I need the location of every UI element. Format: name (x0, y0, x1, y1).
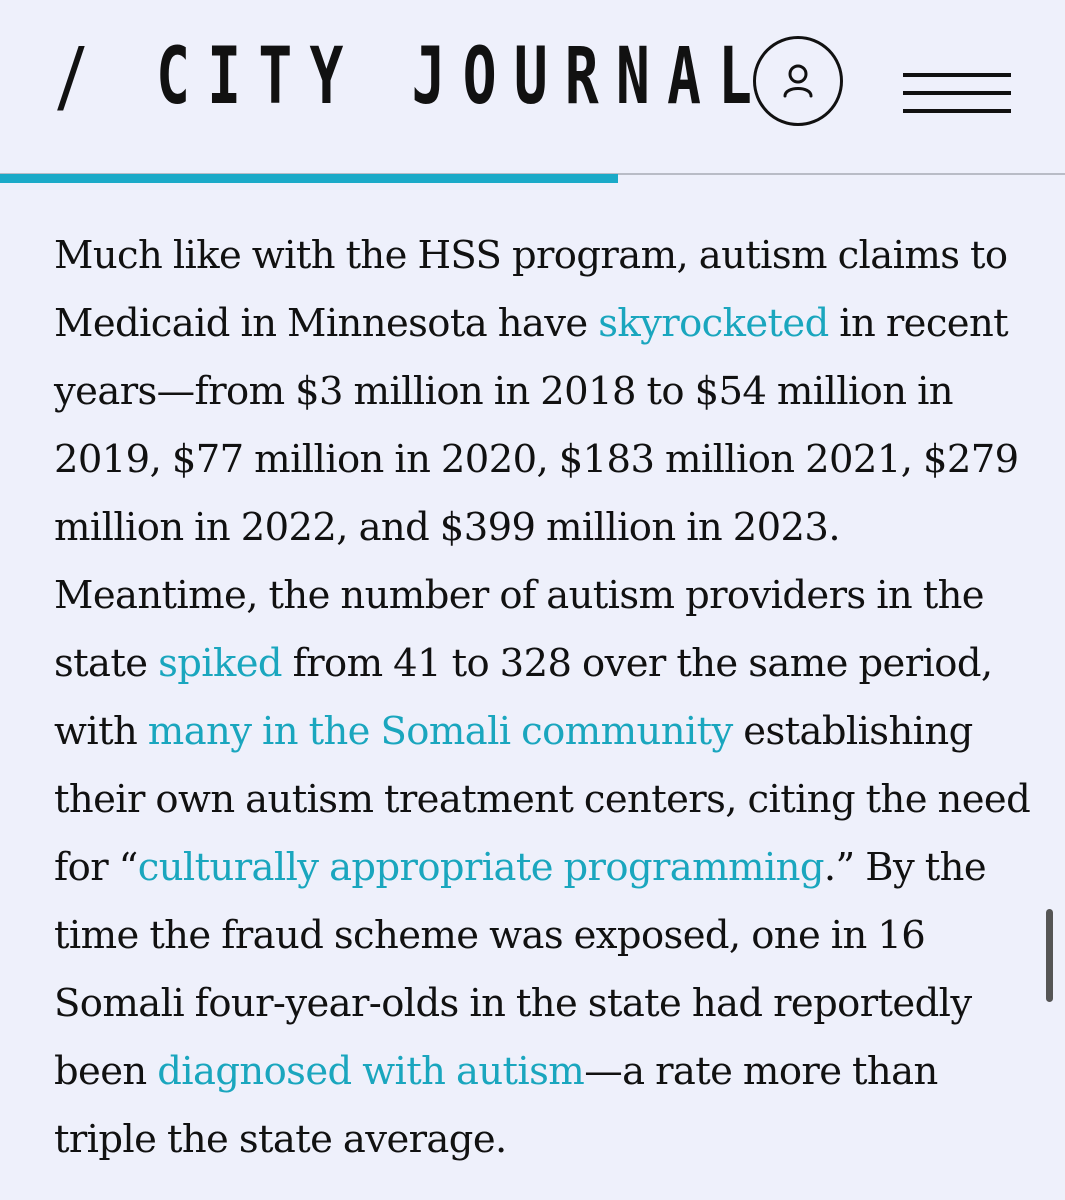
account-button[interactable] (753, 36, 843, 126)
user-icon (781, 62, 815, 100)
paragraph-text: .” By the time the fraud scheme was exposed, one in 16 Somali four-year-olds in the state had reportedly been (54, 845, 987, 1094)
paragraph-text: in recent years—from $3 million in 2018 to $54 million in 2019, $77 million in 2020, $183 million 2021, $279 million in 2022, and $399 million in 2023. Meantime, the number of autism providers in the state (54, 301, 1019, 686)
site-logo[interactable]: / CITY JOURNAL (54, 32, 770, 122)
hamburger-menu-icon[interactable] (903, 73, 1011, 113)
link-skyrocketed[interactable]: skyrocketed (598, 301, 829, 346)
link-diagnosed-with-autism[interactable]: diagnosed with autism (157, 1049, 585, 1094)
article-paragraph (54, 222, 1044, 1174)
paragraph-text: from 41 to 328 over the same period, with (54, 641, 993, 754)
paragraph-text: Much like with the HSS program, autism claims to Medicaid in Minnesota have (54, 233, 1008, 346)
scrollbar-thumb[interactable] (1046, 909, 1053, 1002)
link-somali-community[interactable]: many in the Somali community (147, 709, 733, 754)
link-spiked[interactable]: spiked (158, 641, 282, 686)
reading-progress-bar (0, 174, 618, 183)
link-culturally-appropriate-programming[interactable]: culturally appropriate programming (137, 845, 824, 890)
site-header (0, 0, 1065, 175)
paragraph-text: establishing their own autism treatment centers, citing the need for “ (54, 709, 1031, 890)
paragraph-text: —a rate more than triple the state average. (54, 1049, 938, 1162)
article-body (54, 222, 1044, 1174)
